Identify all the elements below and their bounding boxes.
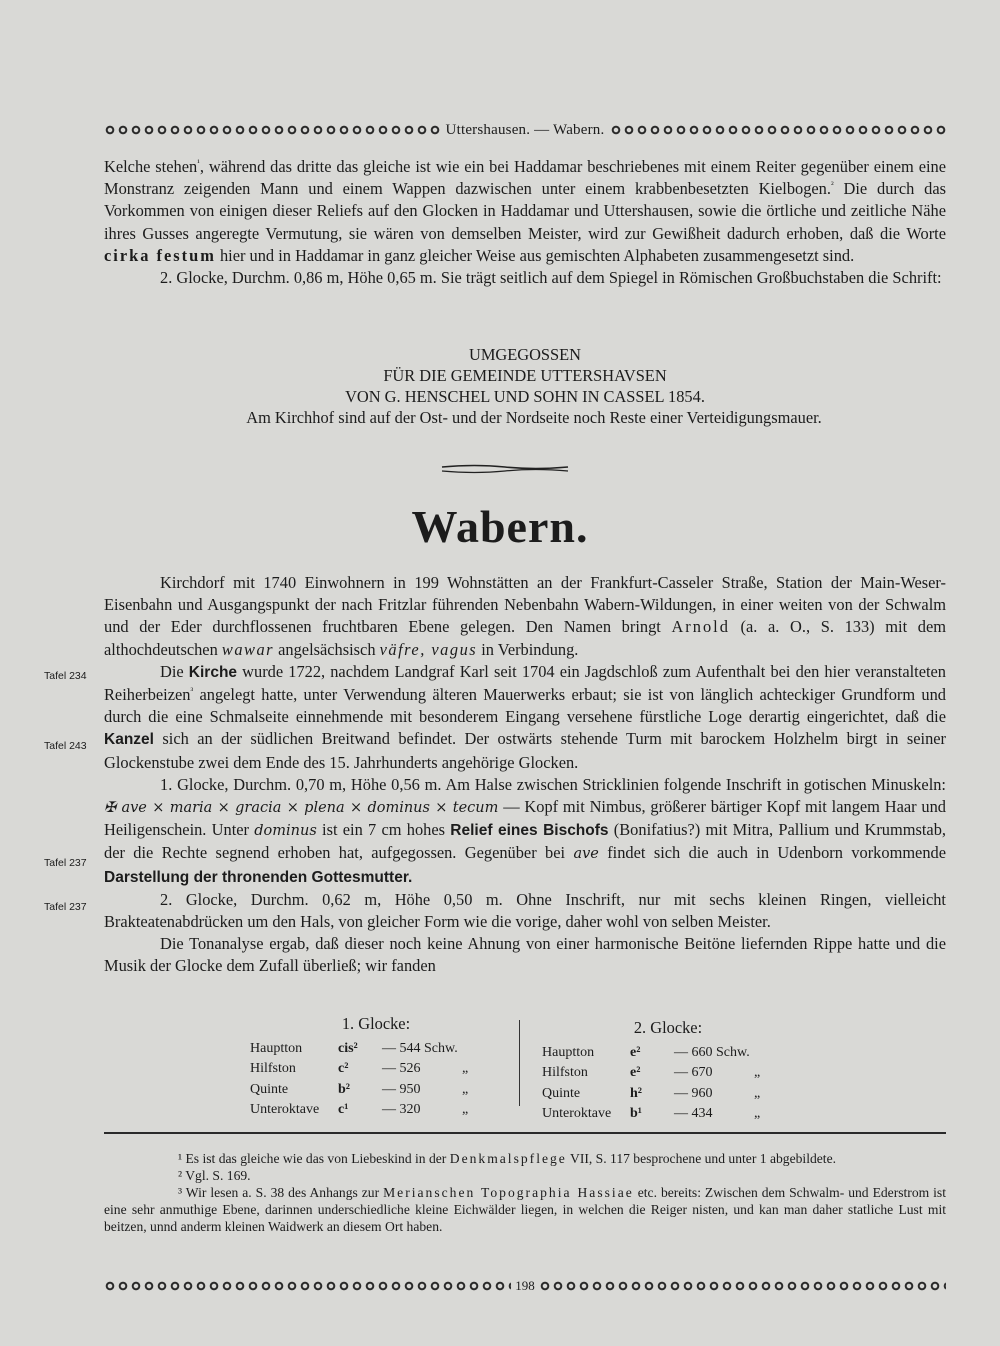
section-divider bbox=[440, 462, 570, 476]
intro-paragraph-2: 2. Glocke, Durchm. 0,86 m, Höhe 0,65 m. Sie trägt seitlich auf dem Spiegel in Römischen Großbuchstaben die Schrift: bbox=[160, 268, 942, 288]
ornament-right bbox=[610, 125, 946, 135]
table-row: Hauptton e² — 660 Schw. bbox=[542, 1044, 750, 1060]
tone-caption: 1. Glocke: bbox=[341, 1014, 411, 1033]
inscription-line-3: VON G. HENSCHEL UND SOHN IN CASSEL 1854. bbox=[345, 387, 705, 406]
ornament-left bbox=[104, 125, 440, 135]
margin-note-tafel: Tafel 237 bbox=[44, 857, 87, 869]
margin-note-tafel: Tafel 237 bbox=[44, 901, 87, 913]
wabern-paragraph-3: 1. Glocke, Durchm. 0,70 m, Höhe 0,56 m. Am Halse zwischen Stricklinien folgende Inschrift in gotischen Minuskeln: ✠ ave × maria × gracia × plena × dominus × tecum — Kopf mit Nimbus, größerer bärtiger Kopf mit langem Haar und Heiligenschein. Unter dominus ist ein 7 cm hohes Relief eines Bischofs (Bonifatius?) mit Mitra, Pallium und Krummstab, der die Rechte segnend erhoben hat, aufgegossen. Gegenüber bei ave findet sich die auch in Udenborn vorkommende Darstellung der thronenden Gottesmutter. bbox=[104, 774, 947, 886]
intro-paragraph-1: Kelche stehen$^{^1}$, während das dritte das gleiche ist wie ein bei Haddamar beschriebenes mit einem Reiter gegenüber einem eine Monstranz zeigenden Mann und einem Wappen dazwischen unter einem krabbenbesetzten Kielbogen.$^{^2}$ Die durch das Vorkommen von einigen dieser Reliefs auf den Glocken in Haddamar und Uttershausen, sowie die örtliche und zeitliche Nähe ihres Gusses angeregte Vermutung, sie wären von demselben Meister, wird zur Gewißheit dadurch erhoben, daß die Worte cirka festum hier und in Haddamar in ganz gleicher Weise aus gemischten Alphabeten zusammengesetzt sind. bbox=[104, 157, 946, 265]
churchyard-note: Am Kirchhof sind auf der Ost- und der Nordseite noch Reste einer Verteidigungsmauer. bbox=[246, 408, 822, 427]
ornament-left bbox=[104, 1281, 511, 1291]
footnote-1: ¹ Es ist das gleiche wie das von Liebeskind in der Denkmalspflege VII, S. 117 besprochene und unter 1 abgebildete. bbox=[178, 1151, 837, 1166]
table-row: Unteroktave b¹ — 434 „ bbox=[542, 1106, 761, 1121]
footnote-2: ² Vgl. S. 169. bbox=[178, 1168, 251, 1183]
table-row: Hilfston c² — 526 „ bbox=[250, 1061, 469, 1076]
intro-text bbox=[104, 156, 946, 289]
wabern-paragraph-1: Kirchdorf mit 1740 Einwohnern in 199 Wohnstätten an der Frankfurt-Casseler Straße, Station der Main-Weser-Eisenbahn und Ausgangspunkt der nach Fritzlar führenden Nebenbahn Wabern-Wildungen, in einer weiten von der Schwalm und der Eder durchflossenen fruchtbaren Ebene gelegen. Den Namen bringt Arnold (a. a. O., S. 133) mit dem althochdeutschen wawar angelsächsisch väfre, vagus in Verbindung. bbox=[104, 573, 946, 659]
section-heading: Wabern. bbox=[411, 501, 589, 552]
inscription-line-1: UMGEGOSSEN bbox=[468, 345, 581, 364]
wabern-paragraph-2: Die Kirche wurde 1722, nachdem Landgraf Karl seit 1704 ein Jagdschloß zum Aufenthalt bei den hier veranstalteten Reiherbeizen$^{^3}$ angelegt hatte, unter Verwendung älteren Mauerwerks erbaut; sie ist von länglich achteckiger Grundform und durch die eine Schmalseite einnehmende mit besonderem Eingang versehene fürstliche Loge derartig eingerichtet, daß die Kanzel sich an der südlichen Breitwand befindet. Der ostwärts stehende Turm mit barockem Holzhelm birgt in seiner Glockenstube zwei dem Ende des 15. Jahrhunderts angehörige Glocken. bbox=[104, 661, 947, 772]
tone-table-bell-1 bbox=[250, 1014, 502, 1121]
page-number: 198 bbox=[515, 1278, 535, 1293]
margin-note-tafel: Tafel 234 bbox=[44, 670, 87, 682]
table-row: Unteroktave c¹ — 320 „ bbox=[250, 1102, 469, 1117]
running-header bbox=[104, 118, 946, 142]
bell-inscription bbox=[104, 344, 946, 428]
table-row: Quinte h² — 960 „ bbox=[542, 1085, 761, 1101]
header-title: Uttershausen. — Wabern. bbox=[445, 121, 605, 138]
footnote-rule bbox=[104, 1132, 946, 1134]
table-row: Hauptton cis² — 544 Schw. bbox=[250, 1040, 458, 1056]
inscription-line-2: FÜR DIE GEMEINDE UTTERSHAVSEN bbox=[383, 366, 667, 385]
table-row: Hilfston e² — 670 „ bbox=[542, 1065, 761, 1080]
ornament-right bbox=[539, 1281, 946, 1291]
running-footer bbox=[104, 1276, 946, 1296]
tone-caption: 2. Glocke: bbox=[633, 1018, 703, 1037]
table-row: Quinte b² — 950 „ bbox=[250, 1081, 469, 1097]
footnotes bbox=[104, 1150, 946, 1235]
wabern-paragraph-4: 2. Glocke, Durchm. 0,62 m, Höhe 0,50 m. Ohne Inschrift, nur mit sechs kleinen Ringen, vielleicht Brakteatenabdrücken um den Hals, von gleicher Form wie die vorige, daher wohl von selben Meister. bbox=[104, 889, 946, 932]
wabern-text bbox=[104, 572, 946, 978]
margin-note-tafel: Tafel 243 bbox=[44, 740, 87, 752]
table-separator bbox=[519, 1020, 520, 1106]
footnote-3: ³ Wir lesen a. S. 38 des Anhangs zur Merianschen Topographia Hassiae etc. bereits: Zwischen dem Schwalm- und Ederstrom ist eine sehr anmuthige Ebene, darinnen underschiedliche kleine Eichwälder liegen, in welchen die Reiger nisten, und kan man daher statliche Lust mit beitzen, unnd anderm kleinen Waidwerk an diesem Ort haben. bbox=[104, 1185, 946, 1234]
wabern-paragraph-5: Die Tonanalyse ergab, daß dieser noch keine Ahnung von einer harmonische Beitöne liefernden Rippe hatte und die Musik der Glocke dem Zufall überließ; wir fanden bbox=[104, 934, 946, 976]
tone-table-bell-2 bbox=[542, 1018, 794, 1125]
